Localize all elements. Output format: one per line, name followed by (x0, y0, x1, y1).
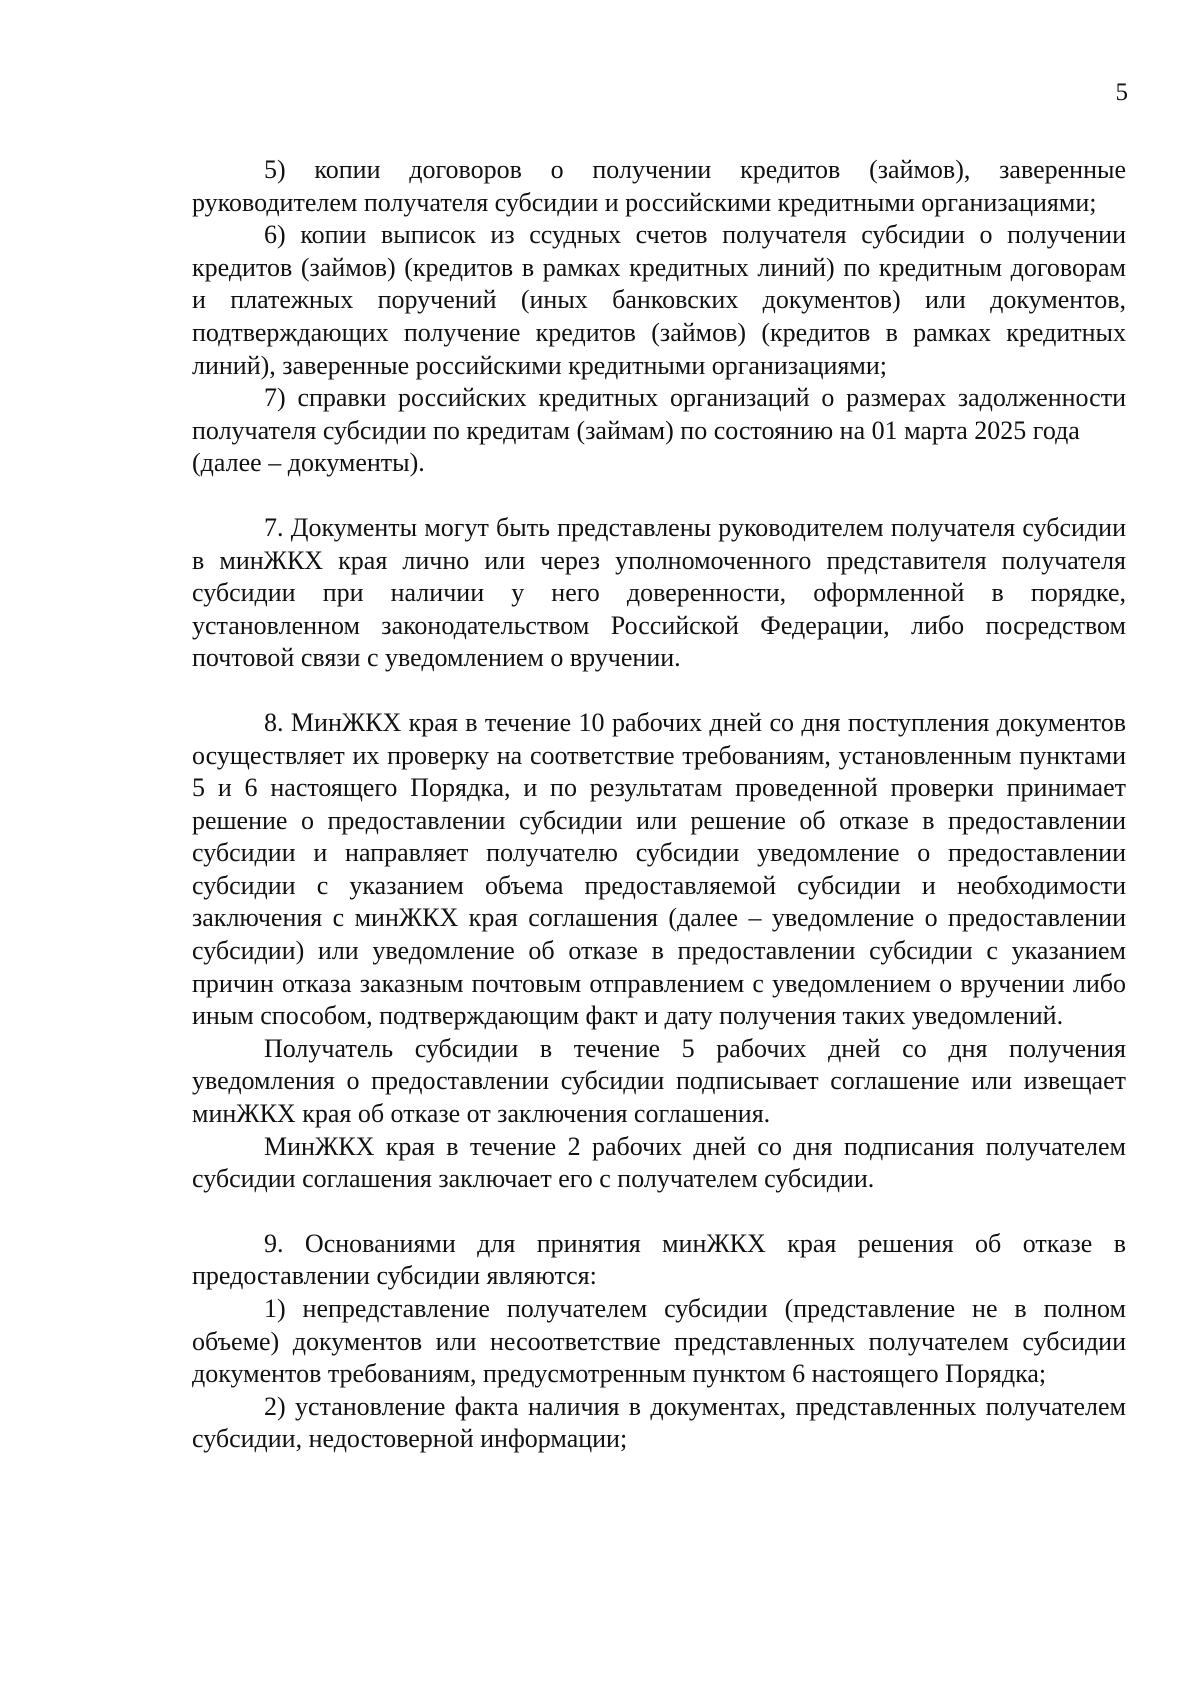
paragraph-item-7: 7) справки российских кредитных организаций о размерах задолженности получателя субсидии по кредитам (займам) по состоянию на 01 марта 2025 года (192, 383, 1126, 445)
paragraph-clause-9-item-2: 2) установление факта наличия в документах, представленных получателем субсидии, недостоверной информации; (192, 1391, 1126, 1454)
paragraph-item-5: 5) копии договоров о получении кредитов (займов), заверенные руководителем получателя субсидии и российскими кредитными организациями; (192, 155, 1126, 217)
page-number: 5 (1115, 79, 1128, 106)
paragraph-clause-8: 8. МинЖКХ края в течение 10 рабочих дней со дня поступления документов осуществляет их проверку на соответствие требованиям, установленным пунктами 5 и 6 настоящего Порядка, и по результатам проведенной проверки принимает решение о предоставлении субсидии или решение об отказе в предоставлении субсидии и направляет получателю субсидии уведомление о предоставлении субсидии с указанием объема предоставляемой субсидии и необходимости заключения с минЖКХ края соглашения (далее – уведомление о предоставлении субсидии) или уведомление об отказе в предоставлении субсидии с указанием причин отказа заказным почтовым отправлением с уведомлением о вручении либо иным способом, подтверждающим факт и дату получения таких уведомлений. (192, 707, 1126, 1031)
document-body (192, 154, 1126, 1456)
paragraph-clause-9: 9. Основаниями для принятия минЖКХ края решения об отказе в предоставлении субсидии являются: (192, 1228, 1126, 1291)
paragraph-clause-9-item-1: 1) непредставление получателем субсидии (представление не в полном объеме) документов или несоответствие представленных получателем субсидии документов требованиям, предусмотренным пунктом 6 настоящего Порядка; (192, 1294, 1126, 1389)
paragraph-clause-7: 7. Документы могут быть представлены руководителем получателя субсидии в минЖКХ края лично или через уполномоченного представителя получателя субсидии при наличии у него доверенности, оформленной в порядке, установленном законодательством Российской Федерации, либо посредством почтовой связи с уведомлением о вручении. (192, 512, 1126, 673)
paragraph-clause-8-ministry: МинЖКХ края в течение 2 рабочих дней со дня подписания получателем субсидии соглашения заключает его с получателем субсидии. (192, 1131, 1126, 1194)
paragraph-item-6: 6) копии выписок из ссудных счетов получателя субсидии о получении кредитов (займов) (кредитов в рамках кредитных линий) по кредитным договорам и платежных поручений (иных банковских документов) или документов, подтверждающих получение кредитов (займов) (кредитов в рамках кредитных линий), заверенные российскими кредитными организациями; (192, 220, 1126, 380)
paragraph-documents-note: (далее – документы). (192, 448, 425, 478)
paragraph-clause-8-recipient: Получатель субсидии в течение 5 рабочих дней со дня получения уведомления о предоставлении субсидии подписывает соглашение или извещает минЖКХ края об отказе от заключения соглашения. (192, 1033, 1126, 1129)
